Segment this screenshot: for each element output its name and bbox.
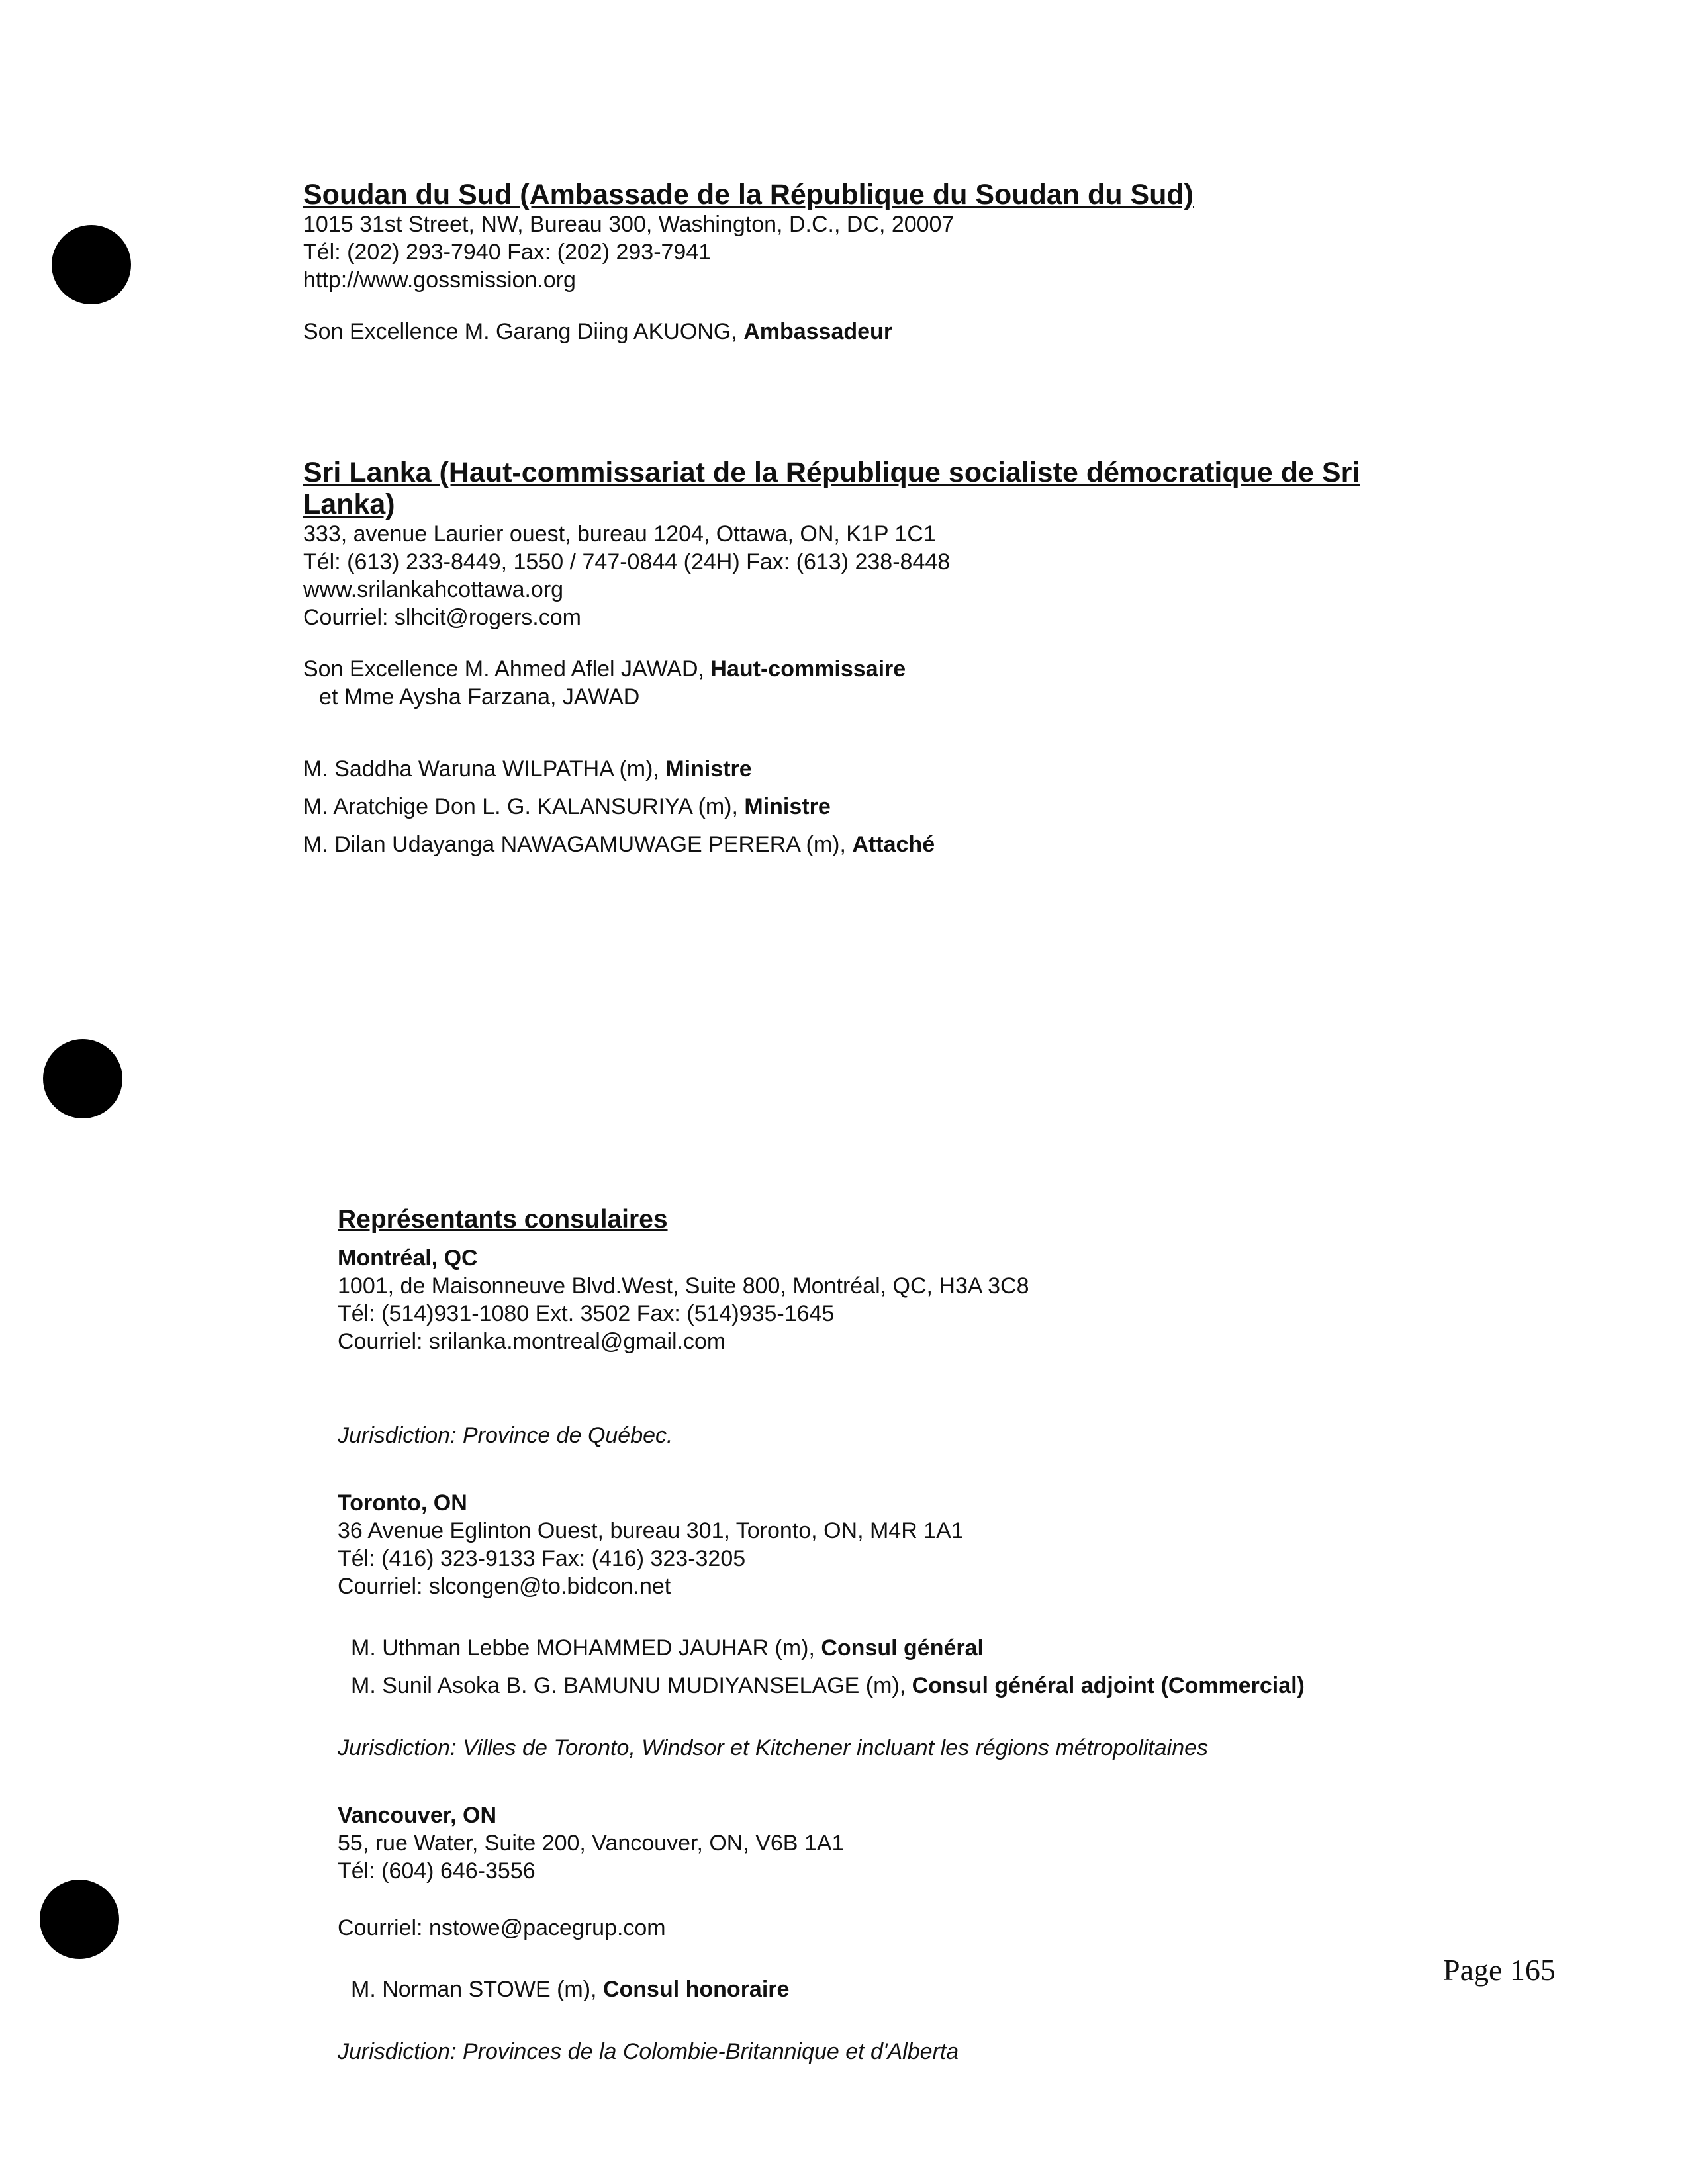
officer-name: M. Uthman Lebbe MOHAMMED JAUHAR (m), <box>351 1635 821 1661</box>
head-of-mission <box>303 655 1442 683</box>
officer-name: M. Sunil Asoka B. G. BAMUNU MUDIYANSELAGE (m), <box>351 1673 912 1698</box>
head-title: Haut-commissaire <box>710 657 906 682</box>
city-name: Toronto, ON <box>338 1490 467 1516</box>
staff-name: M. Dilan Udayanga NAWAGAMUWAGE PERERA (m), <box>303 832 853 857</box>
phone-fax: Tél: (604) 646-3556 <box>338 1858 536 1884</box>
head-of-mission <box>303 318 1442 345</box>
staff-title: Ministre <box>744 794 831 819</box>
consular-section <box>338 1205 1529 2066</box>
entry-title: Soudan du Sud (Ambassade de la République du Soudan du Sud) <box>303 179 1194 210</box>
staff-name: M. Saddha Waruna WILPATHA (m), <box>303 756 666 782</box>
entry-south-sudan <box>303 179 1442 345</box>
jurisdiction: Jurisdiction: Provinces de la Colombie-Britannique et d'Alberta <box>338 2039 959 2064</box>
page-number: Page 165 <box>1443 1953 1556 1987</box>
staff-member <box>303 826 1442 864</box>
entry-sri-lanka <box>303 457 1442 2064</box>
officer-title: Consul général adjoint (Commercial) <box>912 1673 1305 1698</box>
phone-fax: Tél: (416) 323-9133 Fax: (416) 323-3205 <box>338 1546 746 1571</box>
officer-title: Consul général <box>821 1635 984 1661</box>
address: 1015 31st Street, NW, Bureau 300, Washington, D.C., DC, 20007 <box>303 212 955 237</box>
phone-fax: Tél: (514)931-1080 Ext. 3502 Fax: (514)935-1645 <box>338 1301 835 1326</box>
consulate-montreal <box>338 1244 1529 1449</box>
address: 55, rue Water, Suite 200, Vancouver, ON, V6B 1A1 <box>338 1831 845 1856</box>
spouse: et Mme Aysha Farzana, JAWAD <box>319 684 640 709</box>
staff-title: Ministre <box>665 756 752 782</box>
city-name: Montréal, QC <box>338 1246 478 1271</box>
phone-fax: Tél: (202) 293-7940 Fax: (202) 293-7941 <box>303 240 712 265</box>
staff-member <box>303 751 1442 788</box>
consulate-toronto <box>338 1489 1529 1762</box>
consulate-vancouver <box>338 1801 1529 2066</box>
consular-heading: Représentants consulaires <box>338 1205 668 1234</box>
phone-fax: Tél: (613) 233-8449, 1550 / 747-0844 (24H) Fax: (613) 238-8448 <box>303 549 951 574</box>
staff-title: Attaché <box>852 832 935 857</box>
address: 36 Avenue Eglinton Ouest, bureau 301, Toronto, ON, M4R 1A1 <box>338 1518 964 1543</box>
officer <box>338 1971 1529 2009</box>
staff-list <box>303 751 1442 864</box>
entry-title: Sri Lanka (Haut-commissariat de la République socialiste démocratique de Sri Lanka) <box>303 457 1360 520</box>
email: Courriel: slhcit@rogers.com <box>303 605 581 630</box>
head-name: Son Excellence M. Garang Diing AKUONG, <box>303 319 744 344</box>
website: www.srilankahcottawa.org <box>303 577 564 602</box>
consular-officers <box>338 1629 1529 1705</box>
officer <box>338 1667 1529 1705</box>
consular-officers <box>338 1971 1529 2009</box>
staff-name: M. Aratchige Don L. G. KALANSURIYA (m), <box>303 794 745 819</box>
binder-hole <box>43 1039 122 1118</box>
address: 333, avenue Laurier ouest, bureau 1204, Ottawa, ON, K1P 1C1 <box>303 522 936 547</box>
address: 1001, de Maisonneuve Blvd.West, Suite 800, Montréal, QC, H3A 3C8 <box>338 1273 1029 1298</box>
website: http://www.gossmission.org <box>303 267 576 293</box>
email: Courriel: nstowe@pacegrup.com <box>338 1915 666 1940</box>
jurisdiction: Jurisdiction: Province de Québec. <box>338 1423 673 1448</box>
binder-hole <box>40 1880 119 1959</box>
officer <box>338 1629 1529 1667</box>
staff-member <box>303 788 1442 826</box>
officer-title: Consul honoraire <box>602 1977 790 2002</box>
email: Courriel: srilanka.montreal@gmail.com <box>338 1329 726 1354</box>
city-name: Vancouver, ON <box>338 1803 496 1828</box>
head-name: Son Excellence M. Ahmed Aflel JAWAD, <box>303 657 711 682</box>
head-title: Ambassadeur <box>743 319 893 344</box>
jurisdiction: Jurisdiction: Villes de Toronto, Windsor et Kitchener incluant les régions métropolitaines <box>338 1735 1209 1760</box>
email: Courriel: slcongen@to.bidcon.net <box>338 1574 671 1599</box>
binder-hole <box>52 225 131 304</box>
officer-name: M. Norman STOWE (m), <box>351 1977 603 2002</box>
